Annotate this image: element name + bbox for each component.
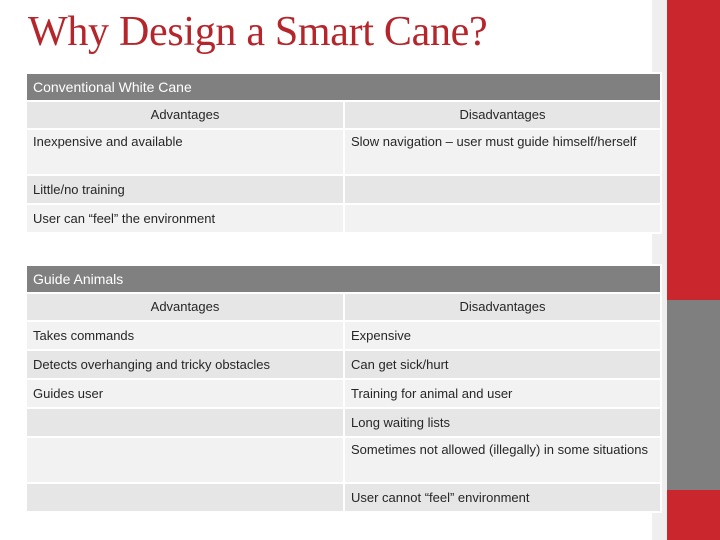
- advantage-cell: [26, 483, 344, 512]
- white-cane-section-title: Conventional White Cane: [26, 73, 661, 101]
- advantage-cell: User can “feel” the environment: [26, 204, 344, 233]
- table-row: [26, 379, 661, 408]
- disadvantage-cell: User cannot “feel” environment: [344, 483, 661, 512]
- disadvantage-cell: Slow navigation – user must guide himself/herself: [344, 129, 661, 175]
- disadvantage-cell: Expensive: [344, 321, 661, 350]
- disadvantage-cell: Can get sick/hurt: [344, 350, 661, 379]
- guide-animals-section-title: Guide Animals: [26, 265, 661, 293]
- advantage-cell: Inexpensive and available: [26, 129, 344, 175]
- white-cane-advantages-header: Advantages: [26, 101, 344, 129]
- table-row: [26, 408, 661, 437]
- table-row: [26, 350, 661, 379]
- advantage-cell: Detects overhanging and tricky obstacles: [26, 350, 344, 379]
- guide-animals-advantages-header: Advantages: [26, 293, 344, 321]
- table-row: [26, 437, 661, 483]
- disadvantage-cell: [344, 175, 661, 204]
- advantage-cell: Little/no training: [26, 175, 344, 204]
- table-row: [26, 204, 661, 233]
- advantage-cell: Guides user: [26, 379, 344, 408]
- table-row: [26, 129, 661, 175]
- table-row: [26, 175, 661, 204]
- white-cane-disadvantages-header: Disadvantages: [344, 101, 661, 129]
- decor-red-bar-top: [667, 0, 720, 300]
- advantage-cell: [26, 437, 344, 483]
- slide-title: Why Design a Smart Cane?: [28, 9, 488, 55]
- guide-animals-disadvantages-header: Disadvantages: [344, 293, 661, 321]
- disadvantage-cell: Training for animal and user: [344, 379, 661, 408]
- table-row: [26, 483, 661, 512]
- decor-red-bar-bottom: [667, 490, 720, 540]
- disadvantage-cell: [344, 204, 661, 233]
- advantage-cell: [26, 408, 344, 437]
- disadvantage-cell: Long waiting lists: [344, 408, 661, 437]
- white-cane-table: [25, 72, 662, 234]
- table-row: [26, 321, 661, 350]
- advantage-cell: Takes commands: [26, 321, 344, 350]
- decor-gray-bar: [667, 300, 720, 490]
- guide-animals-table: [25, 264, 662, 513]
- disadvantage-cell: Sometimes not allowed (illegally) in some situations: [344, 437, 661, 483]
